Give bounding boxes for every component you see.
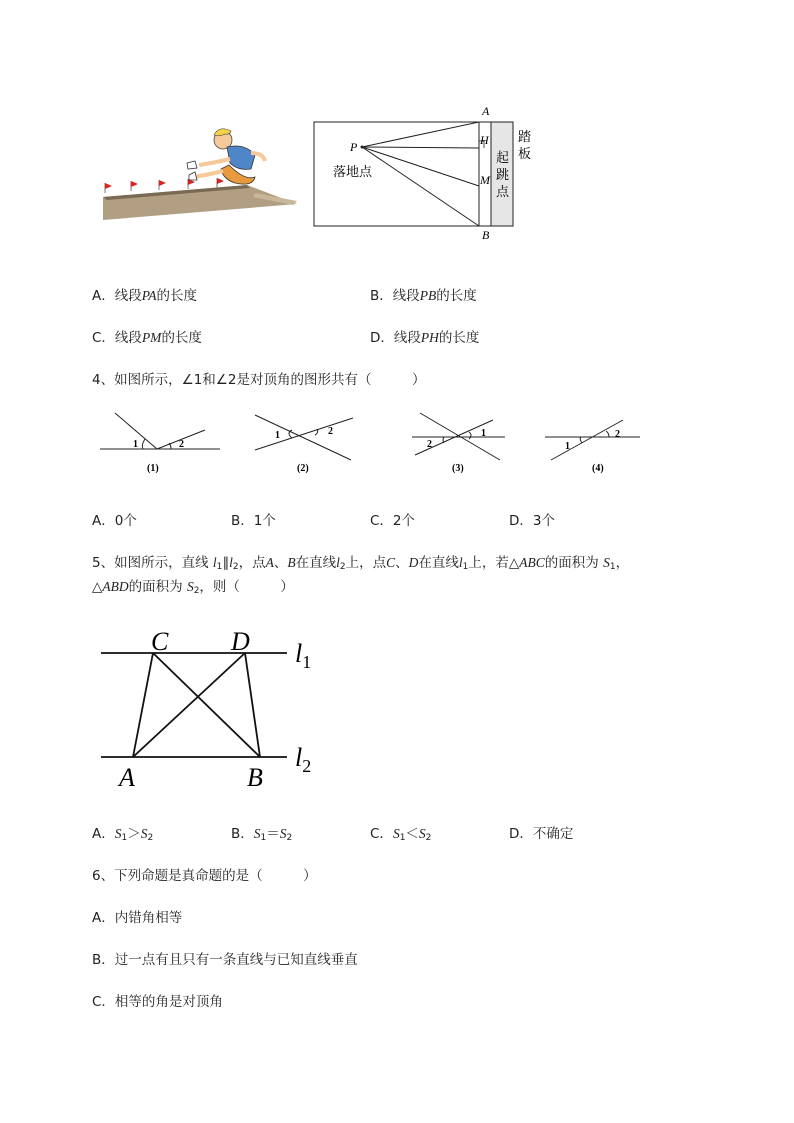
q3-option-d[interactable]: D．线段PH的长度	[370, 330, 480, 346]
q5-stem-line1: 5、如图所示，直线 $l_1\parallel l_2$，点A、B在直线$l_2$上，点C、D在直线$l_1$上，若△ABC的面积为 $S_1$，	[92, 555, 630, 572]
q4-fig1-label-2: 2	[179, 439, 184, 450]
q6-option-b[interactable]: B．过一点有且只有一条直线与已知直线垂直	[92, 952, 358, 968]
q4-caption-4: (4)	[592, 463, 604, 474]
q5-option-d[interactable]: D．不确定	[509, 826, 574, 842]
q4-fig2-label-1: 1	[275, 430, 280, 441]
q6-option-a[interactable]: A．内错角相等	[92, 910, 183, 926]
q4-option-d[interactable]: D．3个	[509, 513, 555, 529]
q4-fig3-label-1: 1	[481, 428, 486, 439]
q4-fig2-label-2: 2	[328, 426, 333, 437]
q5-fig-label-a: A	[119, 763, 135, 792]
q3-option-c[interactable]: C．线段PM的长度	[92, 330, 202, 346]
label-takeoff-1: 起	[496, 151, 510, 166]
label-board-1: 踏	[518, 130, 532, 145]
label-takeoff-3: 点	[496, 185, 510, 200]
q3-option-a[interactable]: A．线段PA的长度	[92, 288, 198, 304]
q4-figure-3	[412, 413, 505, 460]
q4-figure-1	[100, 413, 220, 449]
q5-option-c[interactable]: C．$S_1<S_2$	[370, 826, 432, 843]
q4-caption-1: (1)	[147, 463, 159, 474]
q4-fig4-label-1: 1	[565, 441, 570, 452]
label-board-2: 板	[518, 147, 532, 162]
q5-fig-label-b: B	[247, 763, 263, 792]
q4-fig3-label-2: 2	[427, 439, 432, 450]
label-p: P	[350, 140, 358, 154]
label-m: M	[480, 173, 490, 187]
long-jump-illustration	[95, 125, 310, 225]
label-h: H	[480, 133, 489, 147]
q5-fig-label-d: D	[231, 627, 250, 656]
jumper-figure	[187, 129, 265, 184]
q4-figures	[95, 405, 685, 480]
q4-fig1-label-1: 1	[133, 439, 138, 450]
q5-option-a[interactable]: A．$S_1>S_2$	[92, 826, 154, 843]
q6-option-c[interactable]: C．相等的角是对顶角	[92, 994, 223, 1010]
q4-figure-4	[545, 420, 640, 460]
q5-fig-label-l1: $l_1$	[295, 639, 312, 672]
label-landing: 落地点	[333, 165, 373, 180]
long-jump-diagram	[300, 100, 545, 245]
q5-stem-line2: △ABD的面积为 $S_2$，则（ ）	[92, 579, 294, 596]
q3-option-b[interactable]: B．线段PB的长度	[370, 288, 477, 304]
q4-caption-2: (2)	[297, 463, 309, 474]
label-takeoff-2: 跳	[496, 168, 510, 183]
q4-caption-3: (3)	[452, 463, 464, 474]
q5-option-b[interactable]: B．$S_1=S_2$	[231, 826, 293, 843]
q4-figure-2	[255, 415, 353, 460]
q4-stem: 4、如图所示，∠1和∠2是对顶角的图形共有（ ）	[92, 372, 426, 388]
q5-fig-label-c: C	[151, 627, 169, 656]
q4-fig4-label-2: 2	[615, 429, 620, 440]
q4-option-a[interactable]: A．0个	[92, 513, 137, 529]
q4-option-b[interactable]: B．1个	[231, 513, 276, 529]
segment-lines	[362, 122, 479, 226]
label-a: A	[482, 104, 490, 118]
q5-fig-label-l2: $l_2$	[295, 743, 312, 776]
q4-option-c[interactable]: C．2个	[370, 513, 416, 529]
q6-stem: 6、下列命题是真命题的是（ ）	[92, 868, 317, 884]
flag-icon	[105, 178, 224, 189]
q5-figure	[95, 620, 335, 795]
label-b: B	[482, 228, 490, 242]
